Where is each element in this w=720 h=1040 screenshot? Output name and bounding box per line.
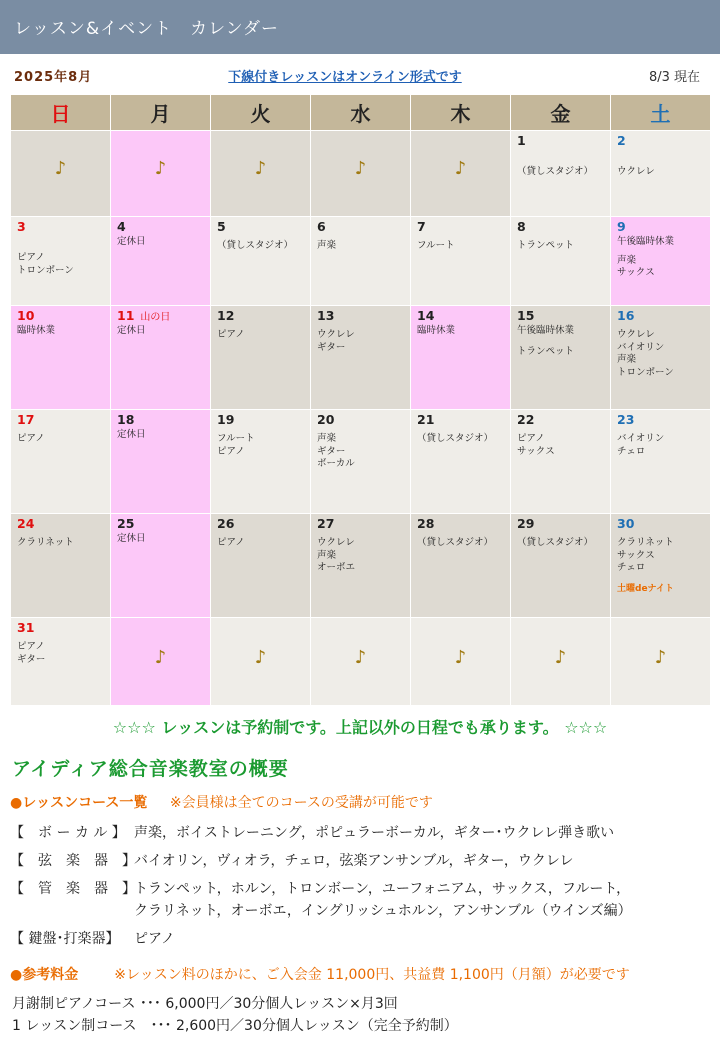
lesson-item: トランペット [517, 240, 575, 251]
lesson-item: 声楽 [317, 240, 337, 251]
lesson-item: チェロ [617, 445, 646, 457]
day-number: 27 [317, 516, 335, 531]
day-number: 21 [417, 412, 435, 427]
lesson-item: フルート [417, 240, 455, 251]
day-number: 24 [17, 516, 35, 531]
empty-day-cell [311, 618, 411, 706]
course-list-note: ※会員様は全てのコースの受講が可能です [169, 795, 433, 811]
day-cell [611, 131, 711, 217]
lesson-item: （貸しスタジオ） [517, 537, 594, 548]
fee-line: 月謝制ピアノコース ･･･ 6,000円／30分個人レッスン×月3回 [12, 996, 398, 1012]
event-label[interactable]: 土曜deナイト [617, 583, 674, 594]
lesson-item: フルート [217, 433, 255, 444]
lesson-item: ウクレレ [317, 329, 355, 340]
lesson-item: ウクレレ [617, 329, 655, 340]
course-category-label: 【 弦 楽 器 】 [10, 853, 136, 869]
weekday-mon: 月 [111, 95, 211, 131]
course-list-heading: ●レッスンコース一覧 [10, 795, 148, 811]
day-number: 12 [217, 308, 235, 323]
day-cell [411, 514, 511, 618]
course-category-label: 【 ボ ー カ ル 】 [10, 825, 126, 841]
day-cell [11, 514, 111, 618]
day-cell [111, 306, 211, 410]
empty-day-cell [411, 618, 511, 706]
holiday-label: 山の日 [140, 312, 171, 323]
day-number [117, 310, 204, 325]
day-cell [511, 410, 611, 514]
spacer [17, 240, 104, 252]
week-row [11, 514, 711, 618]
course-category-value: 声楽，ボイストレーニング，ポピュラーボーカル，ギター･ウクレレ弾き歌い [134, 825, 615, 841]
day-cell [111, 410, 211, 514]
spacer [517, 154, 604, 166]
day-number: 16 [617, 308, 635, 323]
day-cell [111, 217, 211, 306]
course-category-value: バイオリン，ヴィオラ，チェロ，弦楽アンサンブル，ギター，ウクレレ [134, 853, 574, 869]
lesson-item: ギター [317, 341, 346, 353]
day-cell [611, 410, 711, 514]
day-cell [411, 410, 511, 514]
empty-day-cell [611, 618, 711, 706]
day-number: 13 [317, 308, 335, 323]
day-number: 19 [217, 412, 235, 427]
spacer [517, 338, 604, 346]
course-category-label: 【 鍵盤･打楽器】 [10, 931, 120, 947]
lesson-item: 声楽 [317, 549, 337, 561]
day-number: 17 [17, 412, 35, 427]
day-number: 30 [617, 516, 635, 531]
day-cell [411, 217, 511, 306]
day-number: 18 [117, 412, 135, 427]
closed-day-label: 臨時休業 [417, 325, 456, 336]
day-number: 2 [617, 133, 626, 148]
day-number: 29 [517, 516, 535, 531]
lesson-item: トロンボーン [17, 264, 74, 276]
course-row-winds [10, 878, 630, 898]
overview-title: アイディア総合音楽教室の概要 [12, 758, 289, 780]
day-number: 10 [17, 308, 35, 323]
day-cell [311, 217, 411, 306]
music-note-icon: ♪ [554, 647, 567, 668]
course-category-value: ピアノ [134, 931, 175, 947]
fee-header [10, 964, 630, 984]
lesson-item: サックス [617, 549, 655, 561]
lesson-item: オーボエ [317, 562, 356, 573]
lesson-item: ピアノ [217, 329, 245, 340]
day-cell [211, 306, 311, 410]
day-number: 20 [317, 412, 335, 427]
weekday-header-row [11, 95, 711, 131]
day-cell [611, 514, 711, 618]
lesson-item: ピアノ [217, 445, 245, 457]
lesson-item: ウクレレ [317, 537, 355, 548]
day-cell [511, 514, 611, 618]
lesson-item: サックス [517, 445, 555, 457]
day-cell [411, 306, 511, 410]
weekday-sun: 日 [11, 95, 111, 131]
week-row [11, 306, 711, 410]
day-cell [611, 217, 711, 306]
lesson-item: クラリネット [617, 537, 674, 548]
music-note-icon: ♪ [154, 158, 167, 179]
closed-day-label: 午後臨時休業 [617, 236, 675, 247]
lesson-item: ギター [317, 445, 346, 457]
fee-heading: ●参考料金 [10, 967, 79, 983]
day-number: 28 [417, 516, 435, 531]
closed-day-label: 定休日 [117, 429, 146, 440]
day-number: 9 [617, 219, 626, 234]
lesson-item: トロンボーン [617, 366, 674, 378]
lesson-item: クラリネット [17, 537, 74, 548]
music-note-icon: ♪ [654, 647, 667, 668]
music-note-icon: ♪ [54, 158, 67, 179]
day-cell [511, 217, 611, 306]
day-number: 8 [517, 219, 526, 234]
day-number: 22 [517, 412, 535, 427]
as-of-date: 8/3 現在 [648, 70, 700, 85]
music-note-icon: ♪ [254, 158, 267, 179]
course-row-keyboard [10, 928, 175, 948]
lesson-item: ウクレレ [617, 166, 655, 177]
closed-day-label: 定休日 [117, 533, 146, 544]
lesson-item: バイオリン [617, 433, 665, 444]
empty-day-cell [11, 131, 111, 217]
weekday-fri: 金 [511, 95, 611, 131]
day-cell [211, 217, 311, 306]
online-lesson-notice[interactable]: 下線付きレッスンはオンライン形式です [228, 70, 462, 85]
course-row-winds-cont [134, 900, 632, 920]
lesson-item: （貸しスタジオ） [417, 433, 494, 444]
lesson-item: ピアノ [217, 537, 245, 548]
day-cell [11, 618, 111, 706]
music-note-icon: ♪ [454, 647, 467, 668]
day-number: 4 [117, 219, 126, 234]
closed-day-label: 午後臨時休業 [517, 325, 575, 336]
weekday-thu: 木 [411, 95, 511, 131]
course-row-vocal [10, 822, 614, 842]
lesson-item: ピアノ [517, 433, 545, 444]
closed-day-label: 定休日 [117, 236, 146, 247]
lesson-item: トランペット [517, 345, 575, 357]
fee-line: 1 レッスン制コース ･･･ 2,600円／30分個人レッスン（完全予約制） [12, 1018, 458, 1034]
day-number: 14 [417, 308, 435, 323]
day-cell [11, 217, 111, 306]
empty-day-cell [511, 618, 611, 706]
weekday-wed: 水 [311, 95, 411, 131]
day-cell [11, 306, 111, 410]
day-cell [211, 410, 311, 514]
lesson-item: ピアノ [17, 252, 45, 263]
day-cell [511, 306, 611, 410]
closed-day-label: 臨時休業 [17, 325, 56, 336]
day-cell [211, 514, 311, 618]
spacer [617, 154, 704, 166]
calendar-table [10, 94, 711, 706]
lesson-item: （貸しスタジオ） [217, 240, 294, 251]
fee-note: ※レッスン料のほかに、ご入会金 11,000円、共益費 1,100円（月額）が必要です [114, 967, 630, 983]
lesson-item: ボーカル [317, 458, 355, 469]
day-number: 23 [617, 412, 635, 427]
music-note-icon: ♪ [254, 647, 267, 668]
course-row-strings [10, 850, 574, 870]
weekday-sat: 土 [611, 95, 711, 131]
day-cell [311, 306, 411, 410]
course-category-label: 【 管 楽 器 】 [10, 881, 136, 897]
calendar-subheader [0, 64, 720, 84]
course-list-header [10, 792, 710, 812]
lesson-item: チェロ [617, 562, 646, 573]
music-note-icon: ♪ [454, 158, 467, 179]
week-row [11, 410, 711, 514]
page-title: レッスン&イベント カレンダー [14, 19, 279, 39]
lesson-item: ピアノ [17, 641, 45, 652]
empty-day-cell [111, 618, 211, 706]
music-note-icon: ♪ [354, 647, 367, 668]
lesson-item: ギター [17, 653, 46, 665]
empty-day-cell [111, 131, 211, 217]
music-note-icon: ♪ [154, 647, 167, 668]
empty-day-cell [211, 131, 311, 217]
lesson-item: バイオリン [617, 341, 665, 353]
empty-day-cell [311, 131, 411, 217]
closed-day-label: 定休日 [117, 325, 146, 336]
day-cell [511, 131, 611, 217]
lesson-item: 声楽 [617, 354, 637, 365]
reservation-banner: ☆☆☆ レッスンは予約制です。上記以外の日程でも承ります。 ☆☆☆ [112, 718, 608, 737]
day-cell [111, 514, 211, 618]
day-number-text: 11 [117, 308, 135, 323]
lesson-item: （貸しスタジオ） [517, 166, 594, 177]
empty-day-cell [211, 618, 311, 706]
lesson-item: ピアノ [17, 433, 45, 444]
day-number: 25 [117, 516, 135, 531]
day-number: 6 [317, 219, 326, 234]
empty-day-cell [411, 131, 511, 217]
lesson-item: 声楽 [617, 254, 637, 266]
music-note-icon: ♪ [354, 158, 367, 179]
calendar-month: 2025年8月 [14, 70, 93, 85]
day-number: 26 [217, 516, 235, 531]
day-number: 1 [517, 133, 526, 148]
lesson-item: （貸しスタジオ） [417, 537, 494, 548]
day-cell [311, 410, 411, 514]
lesson-item: サックス [617, 267, 655, 278]
course-category-value: トランペット，ホルン，トロンボーン，ユーフォニアム，サックス，フルート， [134, 881, 631, 897]
day-number: 7 [417, 219, 426, 234]
day-number: 3 [17, 219, 26, 234]
day-cell [311, 514, 411, 618]
week-row [11, 217, 711, 306]
day-cell [11, 410, 111, 514]
day-number: 5 [217, 219, 226, 234]
day-number: 15 [517, 308, 535, 323]
course-category-value: クラリネット，オーボエ，イングリッシュホルン，アンサンブル（ウインズ編） [134, 903, 632, 919]
week-row [11, 131, 711, 217]
day-number: 31 [17, 620, 35, 635]
page-title-bar [0, 0, 720, 54]
weekday-tue: 火 [211, 95, 311, 131]
day-cell [611, 306, 711, 410]
week-row [11, 618, 711, 706]
lesson-item: 声楽 [317, 433, 337, 444]
